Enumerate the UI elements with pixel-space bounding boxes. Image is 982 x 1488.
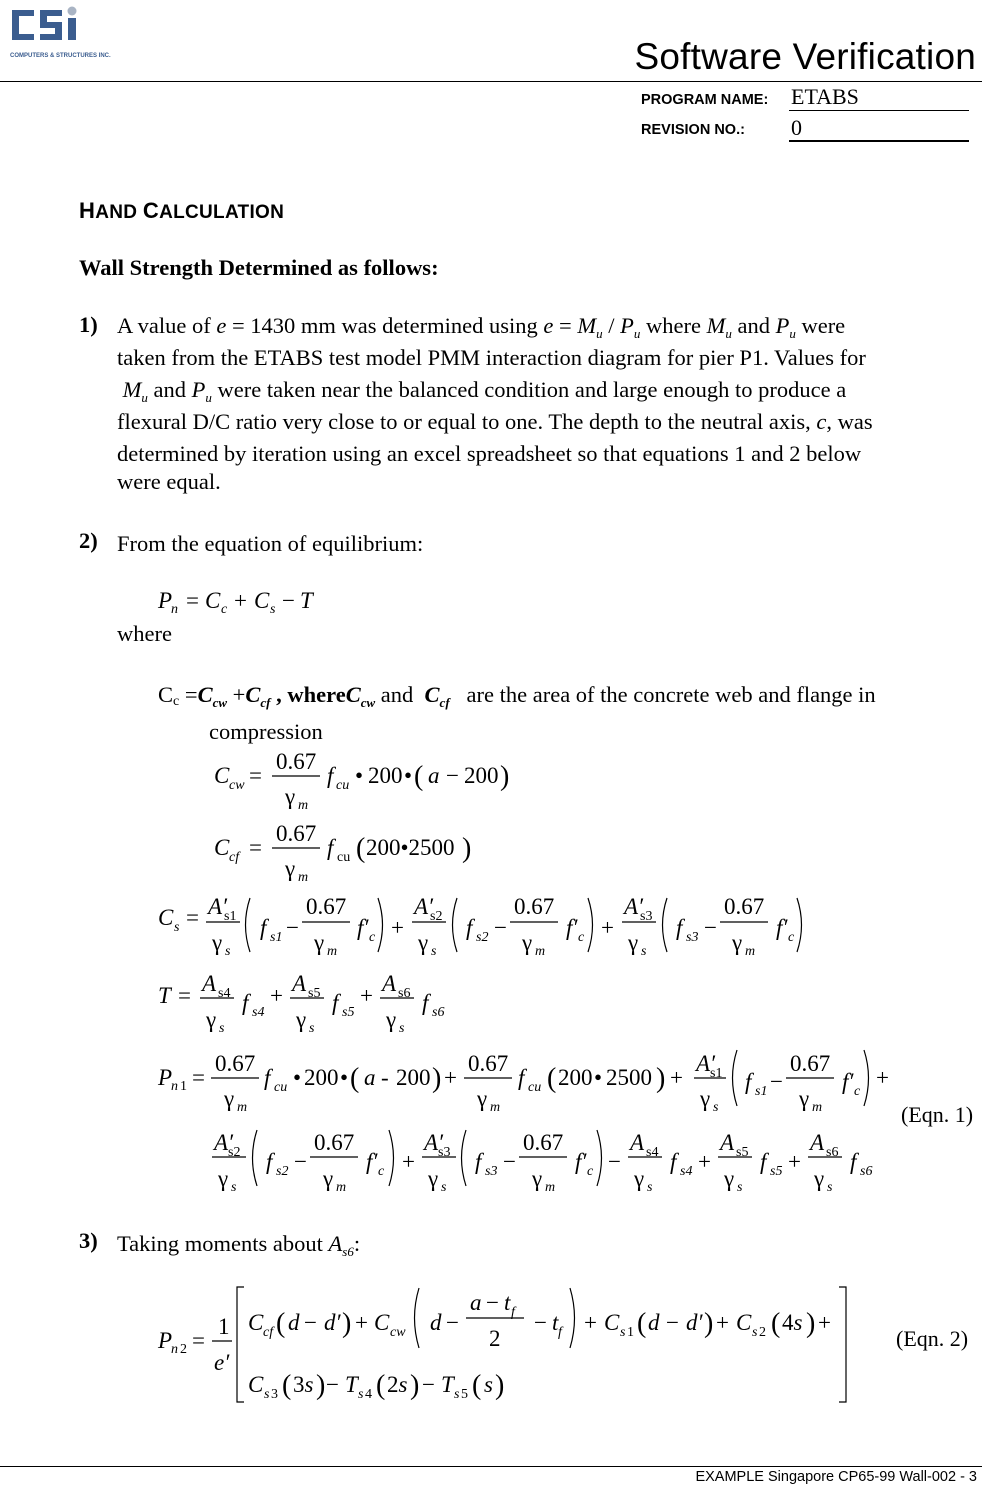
svg-text:cf: cf xyxy=(229,850,240,865)
svg-text:s4: s4 xyxy=(252,1005,265,1020)
svg-text:f: f xyxy=(327,763,334,788)
svg-text:d: d xyxy=(648,1310,660,1335)
svg-text:s: s xyxy=(431,944,437,959)
svg-text:0.67: 0.67 xyxy=(468,1051,509,1076)
svg-text:f: f xyxy=(558,1325,562,1340)
svg-text:−: − xyxy=(494,915,507,940)
svg-text:P: P xyxy=(158,588,173,613)
svg-text:f: f xyxy=(475,1149,482,1174)
svg-text:s6: s6 xyxy=(826,1145,839,1160)
svg-text:0.67: 0.67 xyxy=(306,894,347,919)
svg-text:−: − xyxy=(286,915,299,940)
svg-text:1: 1 xyxy=(180,1079,187,1094)
svg-text:f: f xyxy=(511,1305,515,1320)
svg-text:s4: s4 xyxy=(680,1164,693,1179)
svg-text:0.67: 0.67 xyxy=(724,894,765,919)
step-3-text: Taking moments about $A_{s6}$: xyxy=(117,1231,361,1259)
svg-text:γ: γ xyxy=(477,1086,488,1111)
svg-text:+: + xyxy=(402,1149,415,1174)
svg-text:): ) xyxy=(495,1370,505,1401)
svg-text:0.67: 0.67 xyxy=(276,749,317,774)
svg-text:m: m xyxy=(298,870,309,885)
svg-text:A: A xyxy=(720,1130,735,1155)
svg-text:s: s xyxy=(647,1180,653,1195)
svg-text:C: C xyxy=(254,588,270,613)
svg-text:): ) xyxy=(656,1063,666,1094)
svg-text:200: 200 xyxy=(304,1065,339,1090)
svg-text:2: 2 xyxy=(759,1325,766,1340)
svg-text:γ: γ xyxy=(814,1166,825,1191)
svg-text:0.67: 0.67 xyxy=(314,1130,355,1155)
svg-text:a: a xyxy=(364,1065,376,1090)
svg-text:s: s xyxy=(225,944,231,959)
program-name-value: ETABS xyxy=(791,84,859,109)
svg-text:γ: γ xyxy=(628,930,639,955)
page-title: Software Verification xyxy=(634,36,976,77)
svg-text:s: s xyxy=(441,1180,447,1195)
svg-text:s: s xyxy=(737,1180,743,1195)
svg-text:f: f xyxy=(850,1149,857,1174)
revision-label: REVISION NO.: xyxy=(641,122,745,138)
svg-text:T: T xyxy=(158,983,171,1008)
svg-text:m: m xyxy=(535,944,546,959)
svg-text:C: C xyxy=(736,1310,752,1335)
svg-text:200: 200 xyxy=(464,763,499,788)
svg-text:−: − xyxy=(326,1372,339,1397)
svg-text:γ: γ xyxy=(212,930,223,955)
svg-text:s: s xyxy=(454,1387,460,1402)
svg-text:+: + xyxy=(360,983,373,1008)
svg-text:γ: γ xyxy=(724,1166,735,1191)
svg-text:s: s xyxy=(219,1021,225,1036)
svg-text:a: a xyxy=(470,1290,482,1315)
svg-text:s2: s2 xyxy=(228,1145,241,1160)
svg-text:s2: s2 xyxy=(430,909,443,924)
svg-text:γ: γ xyxy=(428,1166,439,1191)
svg-text:(: ( xyxy=(414,761,424,792)
svg-text:cw: cw xyxy=(390,1325,406,1340)
svg-text:T: T xyxy=(345,1372,358,1397)
svg-text:s: s xyxy=(358,1387,364,1402)
svg-text:f: f xyxy=(670,1149,677,1174)
svg-text:+: + xyxy=(444,1065,457,1090)
svg-text:=: = xyxy=(186,588,199,613)
svg-text:f: f xyxy=(332,990,339,1015)
svg-text:s: s xyxy=(309,1021,315,1036)
svg-text:s: s xyxy=(264,1387,270,1402)
svg-text:s: s xyxy=(641,944,647,959)
svg-text:f: f xyxy=(422,990,429,1015)
svg-text:γ: γ xyxy=(285,784,296,809)
svg-text:A: A xyxy=(382,971,397,996)
svg-text:): ) xyxy=(410,1370,420,1401)
svg-text:−: − xyxy=(422,1372,435,1397)
svg-text:f: f xyxy=(242,990,249,1015)
svg-text:=: = xyxy=(249,835,262,860)
svg-text:C: C xyxy=(158,905,174,930)
svg-text:f′: f′ xyxy=(575,1149,587,1174)
svg-text:+: + xyxy=(716,1310,729,1335)
svg-text:−: − xyxy=(282,588,295,613)
svg-text:−: − xyxy=(704,915,717,940)
step-1-paragraph: A value of e = 1430 mm was determined using $e = M_u / P_u$ where $M_u$ and $P_u$ were taken from the ETABS test model PMM interaction diagram for pier P1. Values for $M_u$ and $P_u$ were taken near the balanced condition and large enough to produce a flexural D/C ratio very close to or equal to one. The depth to the neutral axis, c, was determined by iteration using an excel spreadsheet so that equations 1 and 2 below were equal. xyxy=(117,313,873,494)
svg-text:f: f xyxy=(266,1149,273,1174)
svg-text:γ: γ xyxy=(418,930,429,955)
svg-text:0.67: 0.67 xyxy=(215,1051,256,1076)
svg-text:1: 1 xyxy=(627,1325,634,1340)
svg-text:c: c xyxy=(369,930,376,945)
svg-text:n: n xyxy=(171,1342,178,1357)
svg-text:2s: 2s xyxy=(387,1372,408,1397)
svg-text:s5: s5 xyxy=(770,1164,783,1179)
svg-text:s: s xyxy=(713,1100,719,1115)
svg-text:f: f xyxy=(466,915,473,940)
svg-text:s5: s5 xyxy=(342,1005,355,1020)
svg-text:−: − xyxy=(304,1310,317,1335)
svg-text:+: + xyxy=(584,1310,597,1335)
footer-divider xyxy=(0,1466,982,1467)
svg-text:γ: γ xyxy=(206,1007,217,1032)
svg-text:): ) xyxy=(704,1308,714,1339)
svg-text:(: ( xyxy=(276,1308,286,1339)
svg-text:): ) xyxy=(316,1370,326,1401)
svg-text:cu: cu xyxy=(336,778,350,793)
svg-text:s2: s2 xyxy=(276,1164,289,1179)
svg-text:s: s xyxy=(399,1021,405,1036)
svg-text:2: 2 xyxy=(180,1342,187,1357)
svg-text:+: + xyxy=(391,915,404,940)
svg-text:c: c xyxy=(378,1164,385,1179)
svg-text:m: m xyxy=(812,1100,823,1115)
svg-text:f: f xyxy=(264,1065,271,1090)
svg-text:f: f xyxy=(327,835,334,860)
svg-text:−: − xyxy=(486,1290,499,1315)
svg-text:C: C xyxy=(604,1310,620,1335)
svg-text:f: f xyxy=(260,915,267,940)
svg-text:•: • xyxy=(404,763,413,788)
svg-text:γ: γ xyxy=(732,930,743,955)
svg-text:s2: s2 xyxy=(476,930,489,945)
svg-text:(: ( xyxy=(356,833,366,864)
svg-text:−: − xyxy=(294,1149,307,1174)
svg-text:s1: s1 xyxy=(270,930,283,945)
svg-text:2: 2 xyxy=(489,1326,501,1351)
svg-text:T: T xyxy=(300,588,313,613)
svg-text:e′: e′ xyxy=(214,1350,230,1375)
svg-text:(: ( xyxy=(547,1063,557,1094)
cc-definition-continued: compression xyxy=(209,719,323,744)
cc-definition: $Cc =C_{cw} +C_{cf}$ , whereC$_{cw}$ and $C_{cf}$ are the area of the concrete web and flange in xyxy=(158,682,876,710)
svg-text:): ) xyxy=(432,1063,442,1094)
svg-text:(: ( xyxy=(282,1370,292,1401)
svg-text:cw: cw xyxy=(229,778,245,793)
section-heading: HAND CALCULATION xyxy=(79,198,285,223)
svg-text:d: d xyxy=(288,1310,300,1335)
svg-text:γ: γ xyxy=(323,1166,334,1191)
svg-text:•: • xyxy=(293,1065,302,1090)
svg-text:s: s xyxy=(174,920,180,935)
eqn-2-label: (Eqn. 2) xyxy=(896,1326,969,1351)
step-3-number: 3) xyxy=(79,1228,98,1253)
svg-text:m: m xyxy=(545,1180,556,1195)
svg-text:γ: γ xyxy=(700,1086,711,1111)
step-1-number: 1) xyxy=(79,312,98,337)
svg-text:d: d xyxy=(430,1310,442,1335)
svg-text:cf: cf xyxy=(263,1325,274,1340)
svg-text:γ: γ xyxy=(296,1007,307,1032)
svg-text:−: − xyxy=(446,1310,459,1335)
svg-text:): ) xyxy=(342,1308,352,1339)
svg-text:•: • xyxy=(340,1065,349,1090)
step-2-number: 2) xyxy=(79,528,98,553)
svg-text:(: ( xyxy=(376,1370,386,1401)
svg-text:f′: f′ xyxy=(357,915,369,940)
svg-text:0.67: 0.67 xyxy=(514,894,555,919)
svg-text:t: t xyxy=(552,1310,559,1335)
svg-text:cu: cu xyxy=(528,1080,542,1095)
svg-text:C: C xyxy=(214,763,230,788)
svg-text:−: − xyxy=(446,763,459,788)
svg-text:γ: γ xyxy=(634,1166,645,1191)
svg-text:s3: s3 xyxy=(640,909,653,924)
program-name-label: PROGRAM NAME: xyxy=(641,92,769,108)
svg-text:(: ( xyxy=(637,1308,647,1339)
svg-text:): ) xyxy=(462,833,472,864)
svg-text:C: C xyxy=(248,1310,264,1335)
svg-text:d′: d′ xyxy=(324,1310,341,1335)
svg-text:d′: d′ xyxy=(686,1310,703,1335)
svg-text:f: f xyxy=(745,1069,752,1094)
svg-text:f′: f′ xyxy=(366,1149,378,1174)
svg-text:s3: s3 xyxy=(686,930,699,945)
svg-text:4: 4 xyxy=(365,1387,372,1402)
svg-text:c: c xyxy=(854,1084,861,1099)
svg-text:−: − xyxy=(666,1310,679,1335)
footer-text: EXAMPLE Singapore CP65-99 Wall-002 - 3 xyxy=(695,1469,977,1485)
svg-text:=: = xyxy=(178,983,191,1008)
svg-text:γ: γ xyxy=(799,1086,810,1111)
svg-text:c: c xyxy=(788,930,795,945)
svg-text:A: A xyxy=(202,971,217,996)
svg-text:A′: A′ xyxy=(696,1051,716,1076)
svg-text:m: m xyxy=(327,944,338,959)
svg-text:0.67: 0.67 xyxy=(790,1051,831,1076)
svg-text:c: c xyxy=(587,1164,594,1179)
svg-text:+: + xyxy=(788,1149,801,1174)
svg-text:f: f xyxy=(518,1065,525,1090)
svg-text:+: + xyxy=(876,1065,889,1090)
svg-text:T: T xyxy=(441,1372,454,1397)
svg-text:C: C xyxy=(374,1310,390,1335)
svg-text:cu: cu xyxy=(274,1080,288,1095)
svg-text:P: P xyxy=(158,1065,173,1090)
svg-text:s: s xyxy=(270,602,276,617)
svg-text:c: c xyxy=(221,602,228,617)
svg-text:f′: f′ xyxy=(776,915,788,940)
svg-text:c: c xyxy=(578,930,585,945)
svg-text:(: ( xyxy=(771,1308,781,1339)
svg-text:f: f xyxy=(676,915,683,940)
svg-text:s6: s6 xyxy=(860,1164,873,1179)
svg-text:s: s xyxy=(484,1372,493,1397)
svg-text:(: ( xyxy=(472,1370,482,1401)
svg-text:γ: γ xyxy=(218,1166,229,1191)
svg-text:A′: A′ xyxy=(624,894,644,919)
svg-text:=: = xyxy=(192,1065,205,1090)
step-2-text: From the equation of equilibrium: xyxy=(117,531,424,556)
svg-text:P: P xyxy=(158,1328,173,1353)
svg-text:f′: f′ xyxy=(566,915,578,940)
svg-text:t: t xyxy=(504,1290,511,1315)
svg-text:m: m xyxy=(336,1180,347,1195)
svg-text:=: = xyxy=(192,1328,205,1353)
svg-text:+: + xyxy=(355,1310,368,1335)
svg-text:2500: 2500 xyxy=(606,1065,652,1090)
svg-text:s4: s4 xyxy=(646,1145,659,1160)
svg-text:a: a xyxy=(428,763,440,788)
svg-text:−: − xyxy=(503,1149,516,1174)
subheading: Wall Strength Determined as follows: xyxy=(79,255,439,280)
svg-text:s1: s1 xyxy=(710,1066,723,1081)
svg-text:n: n xyxy=(171,1079,178,1094)
svg-text:3s: 3s xyxy=(293,1372,314,1397)
svg-text:f′: f′ xyxy=(842,1069,854,1094)
svg-text:γ: γ xyxy=(522,930,533,955)
svg-text:s: s xyxy=(231,1180,237,1195)
svg-text:cu: cu xyxy=(337,850,351,865)
svg-text:200: 200 xyxy=(396,1065,431,1090)
svg-text:200•2500: 200•2500 xyxy=(366,835,455,860)
svg-text:s5: s5 xyxy=(308,986,321,1001)
svg-text:s: s xyxy=(827,1180,833,1195)
svg-text:m: m xyxy=(490,1100,501,1115)
svg-text:−: − xyxy=(534,1310,547,1335)
svg-text:A′: A′ xyxy=(414,894,434,919)
svg-text:s1: s1 xyxy=(755,1084,768,1099)
svg-text:200: 200 xyxy=(368,763,403,788)
svg-text:f: f xyxy=(760,1149,767,1174)
svg-text:+: + xyxy=(698,1149,711,1174)
svg-text:=: = xyxy=(249,763,262,788)
svg-text:−: − xyxy=(770,1069,783,1094)
svg-text:C: C xyxy=(214,835,230,860)
logo-subtitle: COMPUTERS & STRUCTURES INC. xyxy=(10,53,111,59)
svg-text:=: = xyxy=(186,905,199,930)
svg-text:γ: γ xyxy=(314,930,325,955)
svg-text:−: − xyxy=(608,1149,621,1174)
svg-text:+: + xyxy=(234,588,247,613)
svg-text:0.67: 0.67 xyxy=(276,821,317,846)
svg-text:m: m xyxy=(298,798,309,813)
svg-text:s1: s1 xyxy=(224,909,237,924)
where-text: where xyxy=(117,621,172,646)
svg-text:A: A xyxy=(810,1130,825,1155)
svg-text:s5: s5 xyxy=(736,1145,749,1160)
svg-text:s: s xyxy=(620,1325,626,1340)
svg-text:s6: s6 xyxy=(432,1005,445,1020)
svg-text:A: A xyxy=(630,1130,645,1155)
svg-text:200: 200 xyxy=(558,1065,593,1090)
svg-text:0.67: 0.67 xyxy=(523,1130,564,1155)
svg-text:3: 3 xyxy=(271,1387,278,1402)
svg-text:s3: s3 xyxy=(438,1145,451,1160)
svg-text:A′: A′ xyxy=(214,1130,234,1155)
svg-text:s6: s6 xyxy=(398,986,411,1001)
svg-text:+: + xyxy=(670,1065,683,1090)
svg-text:m: m xyxy=(237,1100,248,1115)
svg-text:A′: A′ xyxy=(424,1130,444,1155)
svg-text:s3: s3 xyxy=(485,1164,498,1179)
svg-text:+: + xyxy=(601,915,614,940)
svg-text:•: • xyxy=(594,1065,603,1090)
svg-text:C: C xyxy=(205,588,221,613)
svg-text:-: - xyxy=(381,1065,389,1090)
svg-text:γ: γ xyxy=(224,1086,235,1111)
svg-text:s: s xyxy=(752,1325,758,1340)
svg-text:5: 5 xyxy=(461,1387,468,1402)
svg-text:): ) xyxy=(806,1308,816,1339)
svg-text:C: C xyxy=(248,1372,264,1397)
svg-text:+: + xyxy=(270,983,283,1008)
svg-text:γ: γ xyxy=(386,1007,397,1032)
svg-text:•: • xyxy=(355,763,364,788)
svg-text:γ: γ xyxy=(285,856,296,881)
svg-text:m: m xyxy=(745,944,756,959)
svg-text:A: A xyxy=(292,971,307,996)
svg-text:A′: A′ xyxy=(208,894,228,919)
svg-text:1: 1 xyxy=(218,1314,230,1339)
svg-text:(: ( xyxy=(350,1063,360,1094)
svg-text:+: + xyxy=(818,1310,831,1335)
eqn-1-label: (Eqn. 1) xyxy=(901,1102,974,1127)
revision-value: 0 xyxy=(791,115,802,140)
svg-text:): ) xyxy=(500,761,510,792)
svg-text:4s: 4s xyxy=(782,1310,803,1335)
svg-text:γ: γ xyxy=(532,1166,543,1191)
svg-text:s4: s4 xyxy=(218,986,231,1001)
svg-text:n: n xyxy=(171,602,178,617)
